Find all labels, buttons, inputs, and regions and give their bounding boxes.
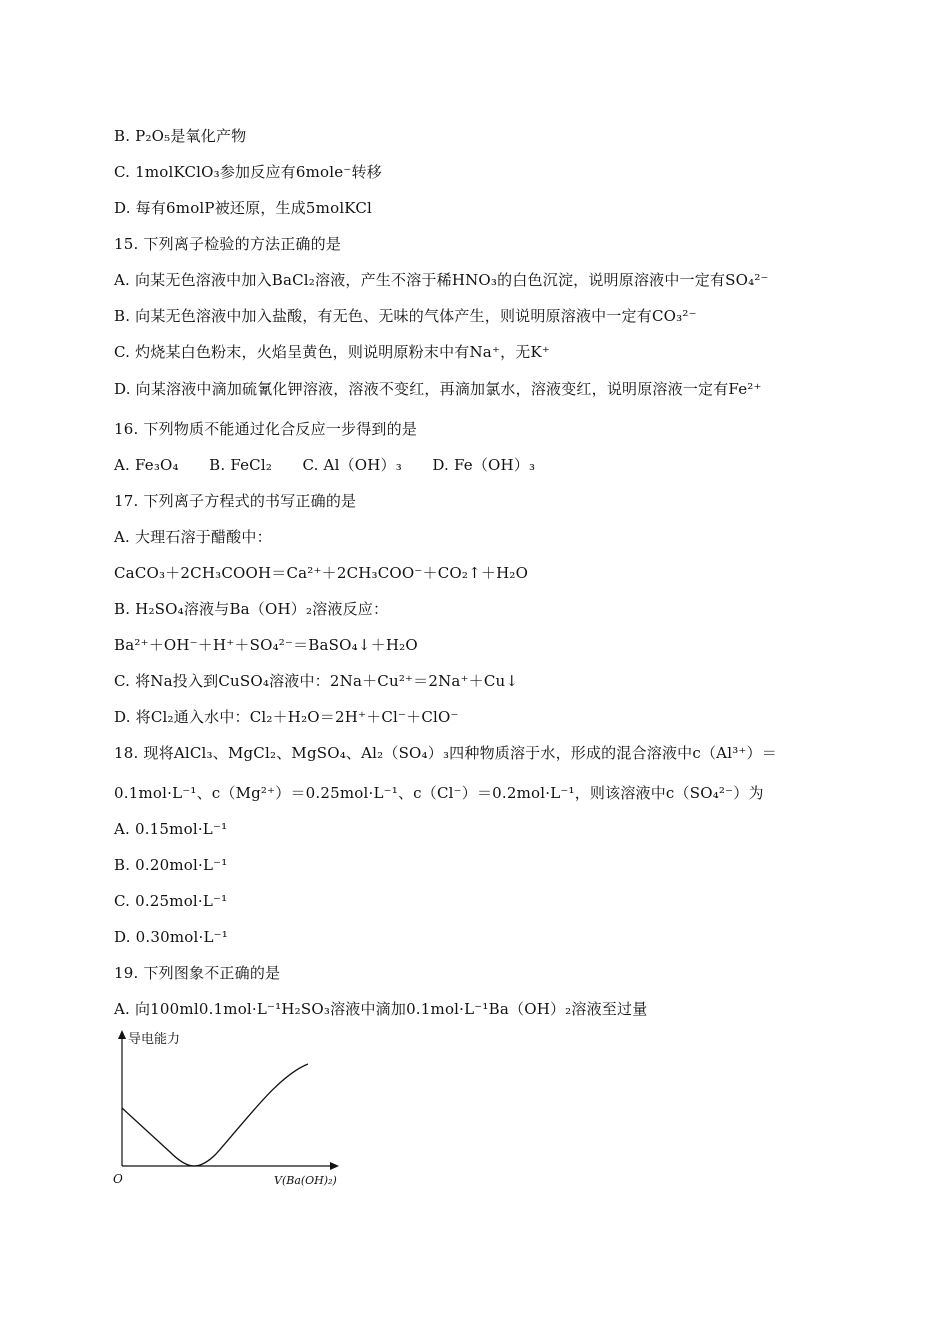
y-axis-label: 导电能力 xyxy=(128,1032,181,1047)
question-15: 15. 下列离子检验的方法正确的是 xyxy=(114,235,342,253)
equation-17a: CaCO₃＋2CH₃COOH＝Ca²⁺＋2CH₃COO⁻＋CO₂↑＋H₂O xyxy=(114,564,529,582)
option-19a: A. 向100ml0.1mol·L⁻¹H₂SO₃溶液中滴加0.1mol·L⁻¹Ba（OH）₂溶液至过量 xyxy=(114,1000,648,1018)
option-18d: D. 0.30mol·L⁻¹ xyxy=(114,928,228,946)
conductivity-curve xyxy=(122,1064,308,1166)
question-19: 19. 下列图象不正确的是 xyxy=(114,964,281,982)
question-16: 16. 下列物质不能通过化合反应一步得到的是 xyxy=(114,420,418,438)
options-16: A. Fe₃O₄ B. FeCl₂ C. Al（OH）₃ D. Fe（OH）₃ xyxy=(114,456,536,474)
graph-svg xyxy=(108,1026,358,1196)
origin-label: O xyxy=(113,1172,123,1186)
option-15a: A. 向某无色溶液中加入BaCl₂溶液，产生不溶于稀HNO₃的白色沉淀，说明原溶液中一定有SO₄²⁻ xyxy=(114,271,769,289)
option-18a: A. 0.15mol·L⁻¹ xyxy=(114,820,228,838)
option-15c: C. 灼烧某白色粉末，火焰呈黄色，则说明原粉末中有Na⁺，无K⁺ xyxy=(114,343,550,361)
equation-17b: Ba²⁺＋OH⁻＋H⁺＋SO₄²⁻＝BaSO₄↓＋H₂O xyxy=(114,636,418,654)
y-axis-arrow xyxy=(118,1030,126,1039)
option-17c: C. 将Na投入到CuSO₄溶液中：2Na＋Cu²⁺＝2Na⁺＋Cu↓ xyxy=(114,672,519,690)
option-15d: D. 向某溶液中滴加硫氰化钾溶液，溶液不变红，再滴加氯水，溶液变红，说明原溶液一定有Fe²⁺ xyxy=(114,380,762,398)
question-18-line1: 18. 现将AlCl₃、MgCl₂、MgSO₄、Al₂（SO₄）₃四种物质溶于水，形成的混合溶液中c（Al³⁺）＝ xyxy=(114,744,777,762)
option-14b: B. P₂O₅是氧化产物 xyxy=(114,127,247,145)
option-14d: D. 每有6molP被还原，生成5molKCl xyxy=(114,199,372,217)
question-17: 17. 下列离子方程式的书写正确的是 xyxy=(114,492,357,510)
option-18c: C. 0.25mol·L⁻¹ xyxy=(114,892,228,910)
option-17d: D. 将Cl₂通入水中：Cl₂＋H₂O＝2H⁺＋Cl⁻＋ClO⁻ xyxy=(114,708,459,726)
option-14c: C. 1molKClO₃参加反应有6mole⁻转移 xyxy=(114,163,382,181)
option-18b: B. 0.20mol·L⁻¹ xyxy=(114,856,228,874)
conductivity-graph xyxy=(108,1026,358,1196)
question-18-line2: 0.1mol·L⁻¹、c（Mg²⁺）＝0.25mol·L⁻¹、c（Cl⁻）＝0.2mol·L⁻¹，则该溶液中c（SO₄²⁻）为 xyxy=(114,784,764,802)
option-17a: A. 大理石溶于醋酸中： xyxy=(114,528,272,546)
x-axis-arrow xyxy=(330,1162,339,1170)
option-17b: B. H₂SO₄溶液与Ba（OH）₂溶液反应： xyxy=(114,600,389,618)
option-15b: B. 向某无色溶液中加入盐酸，有无色、无味的气体产生，则说明原溶液中一定有CO₃²⁻ xyxy=(114,307,697,325)
x-axis-label: V(Ba(OH)₂) xyxy=(274,1174,337,1187)
